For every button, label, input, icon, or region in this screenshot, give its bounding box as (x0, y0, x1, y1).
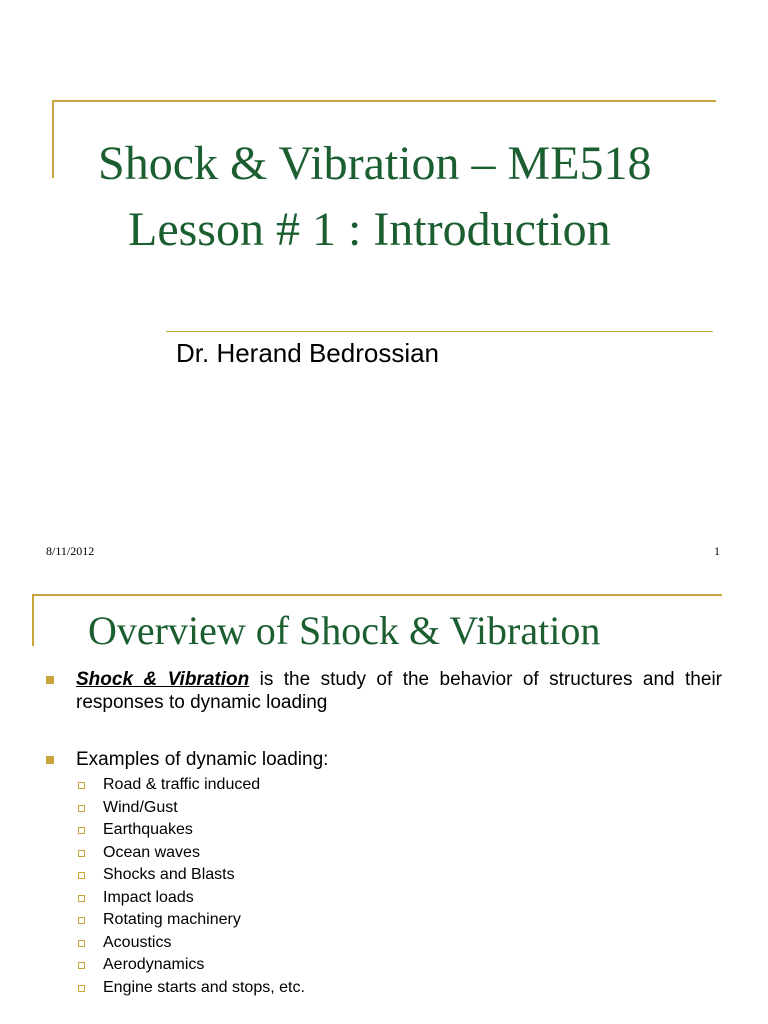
list-item: Wind/Gust (76, 797, 305, 820)
hollow-square-bullet-icon (78, 805, 85, 812)
bullet-square-icon (46, 676, 54, 684)
list-item: Impact loads (76, 887, 305, 910)
author-name: Dr. Herand Bedrossian (176, 338, 440, 368)
hollow-square-bullet-icon (78, 985, 85, 992)
left-rule (52, 100, 54, 178)
left-rule (32, 594, 34, 646)
hollow-square-bullet-icon (78, 827, 85, 834)
list-item: Engine starts and stops, etc. (76, 977, 305, 1000)
hollow-square-bullet-icon (78, 962, 85, 969)
list-item: Earthquakes (76, 819, 305, 842)
top-rule (52, 100, 716, 102)
slide-title-line1: Shock & Vibration – ME518 (98, 137, 652, 190)
top-rule (32, 594, 722, 596)
examples-heading: Examples of dynamic loading: (76, 749, 329, 770)
bullet-square-icon (46, 756, 54, 764)
hollow-square-bullet-icon (78, 782, 85, 789)
hollow-square-bullet-icon (78, 940, 85, 947)
subtitle-rule (166, 331, 713, 332)
examples-list (76, 774, 305, 999)
list-item: Aerodynamics (76, 954, 305, 977)
footer-page-number: 1 (714, 544, 720, 558)
hollow-square-bullet-icon (78, 872, 85, 879)
slide-title-line2: Lesson # 1 : Introduction (128, 203, 611, 256)
definition-term: Shock & Vibration (76, 669, 250, 690)
definition-paragraph (76, 668, 722, 714)
list-item: Road & traffic induced (76, 774, 305, 797)
list-item: Ocean waves (76, 842, 305, 865)
list-item: Acoustics (76, 932, 305, 955)
slide-title: Overview of Shock & Vibration (88, 608, 601, 653)
list-item: Rotating machinery (76, 909, 305, 932)
hollow-square-bullet-icon (78, 895, 85, 902)
definition-text: is the study of the behavior of structures and their responses to dynamic loading (76, 669, 722, 713)
hollow-square-bullet-icon (78, 850, 85, 857)
footer-date: 8/11/2012 (46, 544, 95, 558)
hollow-square-bullet-icon (78, 917, 85, 924)
list-item: Shocks and Blasts (76, 864, 305, 887)
overview-slide (0, 580, 768, 1024)
